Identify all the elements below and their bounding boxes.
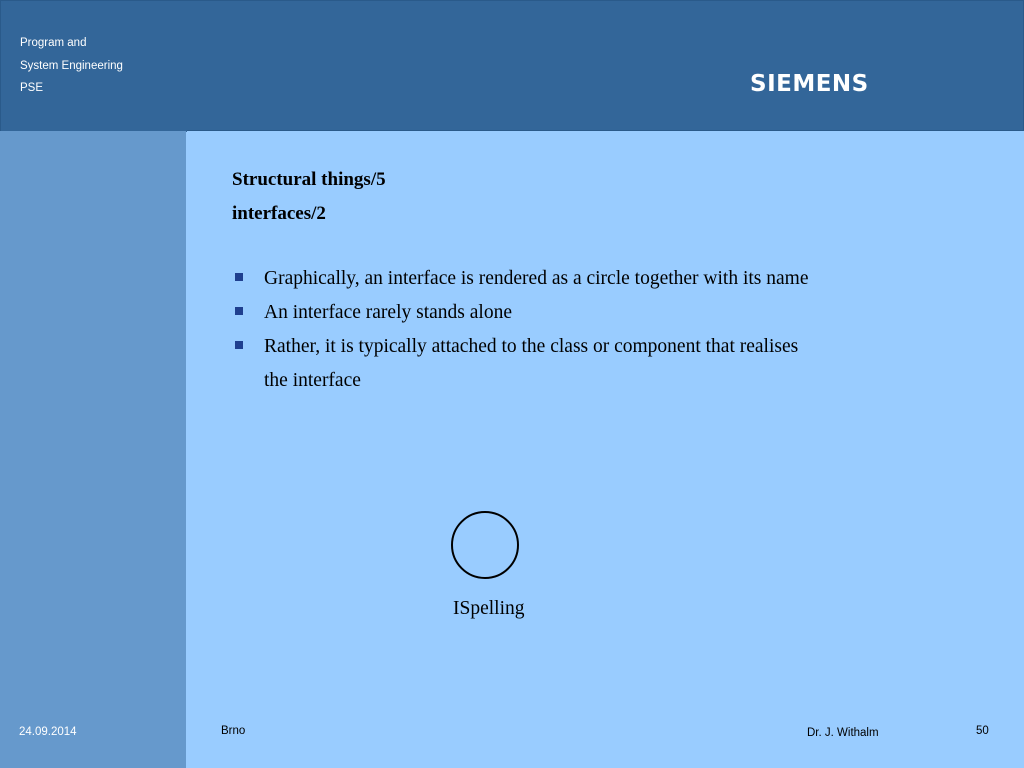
org-name-line-3: PSE — [20, 82, 44, 94]
footer-date: 24.09.2014 — [19, 726, 77, 738]
square-bullet-icon — [235, 273, 243, 281]
interface-circle-icon — [451, 511, 519, 579]
org-name-line-2: System Engineering — [20, 60, 123, 72]
slide-header — [0, 0, 1024, 131]
footer-page-number: 50 — [976, 725, 989, 737]
bullet-item — [232, 330, 892, 398]
bullet-text-line: Graphically, an interface is rendered as a circle together with its name — [264, 268, 809, 289]
sidebar — [0, 131, 186, 768]
slide-title: Structural things/5 — [232, 169, 386, 190]
square-bullet-icon — [235, 341, 243, 349]
slide-subtitle: interfaces/2 — [232, 203, 326, 224]
bullet-text-line: Rather, it is typically attached to the class or component that realises — [264, 336, 799, 357]
siemens-logo: SIEMENS — [750, 71, 869, 97]
bullet-item — [232, 262, 892, 296]
bullet-text-line: the interface — [264, 370, 361, 391]
footer-location: Brno — [221, 725, 246, 737]
bullet-item — [232, 296, 892, 330]
square-bullet-icon — [235, 307, 243, 315]
bullet-list — [232, 262, 892, 398]
footer-author: Dr. J. Withalm — [807, 727, 879, 739]
interface-name-label: ISpelling — [453, 598, 525, 619]
bullet-text-line: An interface rarely stands alone — [264, 302, 512, 323]
org-name-line-1: Program and — [20, 37, 87, 49]
